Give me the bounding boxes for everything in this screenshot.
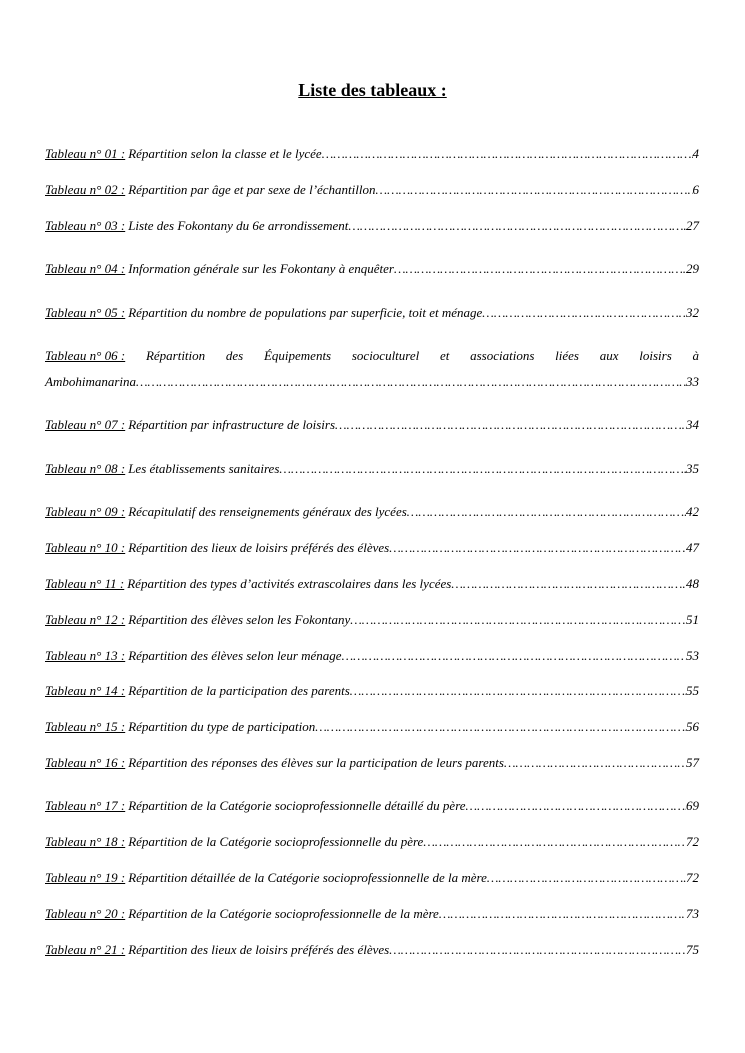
toc-leader-dots	[335, 417, 686, 433]
toc-entry-text: Répartition par âge et par sexe de l’échantillon	[128, 182, 376, 197]
toc-entry-page: 69	[686, 798, 699, 813]
toc-entry-03	[45, 218, 699, 238]
toc-entry-11	[45, 576, 699, 596]
toc-entry-word: aux	[599, 348, 619, 363]
toc-entry-page: 6	[692, 182, 699, 197]
toc-entry-label: Tableau n° 17 :	[45, 798, 126, 813]
toc-entry-label: Tableau n° 01 :	[45, 146, 126, 161]
toc-leader-dots	[389, 540, 686, 556]
toc-entry-label: Tableau n° 10 :	[45, 540, 126, 555]
toc-entry-word: loisirs	[639, 348, 672, 363]
toc-entry-15	[45, 719, 699, 739]
toc-entry-label: Tableau n° 03 :	[45, 218, 126, 233]
toc-entry-label: Tableau n° 13 :	[45, 648, 126, 663]
toc-leader-dots	[279, 461, 686, 477]
toc-entry-page: 35	[686, 461, 699, 476]
toc-entry-04	[45, 261, 699, 281]
toc-leader-dots	[322, 146, 693, 162]
toc-entry-text: Récapitulatif des renseignements généraux des lycées	[128, 504, 407, 519]
toc-entry-page: 32	[686, 305, 699, 320]
toc-leader-dots	[342, 648, 686, 664]
toc-entry-page: 29	[686, 261, 699, 276]
toc-entry-16	[45, 755, 699, 775]
toc-leader-dots	[423, 834, 686, 850]
toc-leader-dots	[439, 906, 686, 922]
toc-entry-text: Répartition de la Catégorie socioprofessionnelle détaillé du père	[128, 798, 466, 813]
toc-entry-label: Tableau n° 16 :	[45, 755, 126, 770]
toc-leader-dots	[482, 305, 686, 321]
toc-entry-text: Répartition des lieux de loisirs préférés des élèves	[128, 942, 390, 957]
toc-entry-06-line2	[45, 374, 699, 394]
toc-entry-page: 47	[686, 540, 699, 555]
toc-entry-page: 75	[686, 942, 699, 957]
toc-entry-label: Tableau n° 08 :	[45, 461, 126, 476]
toc-entry-21	[45, 942, 699, 962]
toc-entry-label: Tableau n° 15 :	[45, 719, 126, 734]
toc-leader-dots	[348, 218, 686, 234]
toc-entry-word: à	[692, 348, 699, 363]
toc-entry-page: 57	[686, 755, 699, 770]
toc-leader-dots	[315, 719, 686, 735]
toc-entry-page: 72	[686, 834, 699, 849]
toc-entry-text: Répartition du type de participation	[128, 719, 316, 734]
toc-entry-word: des	[225, 348, 244, 363]
toc-entry-14	[45, 683, 699, 703]
toc-entry-page: 4	[692, 146, 699, 161]
toc-entry-08	[45, 461, 699, 481]
toc-entry-page: 27	[686, 218, 699, 233]
toc-entry-text: Répartition détaillée de la Catégorie socioprofessionnelle de la mère	[128, 870, 487, 885]
toc-leader-dots	[389, 942, 686, 958]
toc-entry-text: Répartition des types d’activités extrascolaires dans les lycées	[127, 576, 452, 591]
toc-entry-text: Répartition par infrastructure de loisirs	[128, 417, 336, 432]
toc-entry-page: 33	[686, 374, 699, 389]
toc-entry-label: Tableau n° 02 :	[45, 182, 126, 197]
toc-entry-label: Tableau n° 21 :	[45, 942, 126, 957]
toc-entry-05	[45, 305, 699, 325]
toc-entry-text: Répartition des élèves selon les Fokontany	[128, 612, 351, 627]
toc-entry-06-line1	[45, 348, 699, 364]
toc-entry-page: 55	[686, 683, 699, 698]
toc-entry-label: Tableau n° 09 :	[45, 504, 126, 519]
toc-leader-dots	[136, 374, 686, 390]
toc-entry-02	[45, 182, 699, 202]
toc-entry-01	[45, 146, 699, 166]
toc-entry-text: Répartition du nombre de populations par superficie, toit et ménage	[128, 305, 483, 320]
toc-entry-label: Tableau n° 07 :	[45, 417, 126, 432]
toc-entry-text: Information générale sur les Fokontany à enquêter	[128, 261, 394, 276]
toc-entry-12	[45, 612, 699, 632]
toc-entry-label: Tableau n° 11 :	[45, 576, 125, 591]
toc-entry-word: Équipements	[263, 348, 332, 363]
toc-leader-dots	[451, 576, 686, 592]
toc-entry-label: Tableau n° 19 :	[45, 870, 126, 885]
toc-leader-dots	[504, 755, 686, 771]
toc-leader-dots	[466, 798, 686, 814]
toc-leader-dots	[376, 182, 693, 198]
toc-leader-dots	[350, 683, 686, 699]
toc-entry-page: 48	[686, 576, 699, 591]
toc-entry-18	[45, 834, 699, 854]
toc-entry-10	[45, 540, 699, 560]
toc-leader-dots	[394, 261, 686, 277]
toc-entry-text: Répartition de la participation des parents	[128, 683, 350, 698]
toc-entry-label: Tableau n° 04 :	[45, 261, 126, 276]
toc-entry-text: Répartition de la Catégorie socioprofessionnelle de la mère	[128, 906, 439, 921]
toc-entry-17	[45, 798, 699, 818]
toc-entry-07	[45, 417, 699, 437]
toc-entry-text: Répartition selon la classe et le lycée	[128, 146, 322, 161]
toc-entry-page: 51	[686, 612, 699, 627]
toc-entry-09	[45, 504, 699, 524]
toc-entry-20	[45, 906, 699, 926]
toc-leader-dots	[487, 870, 686, 886]
toc-entry-page: 73	[686, 906, 699, 921]
toc-entry-label: Tableau n° 20 :	[45, 906, 126, 921]
toc-entry-label: Tableau n° 05 :	[45, 305, 126, 320]
toc-entry-text: Répartition de la Catégorie socioprofessionnelle du père	[128, 834, 424, 849]
toc-entry-page: 56	[686, 719, 699, 734]
toc-entry-text: Répartition des réponses des élèves sur la participation de leurs parents	[128, 755, 504, 770]
toc-entry-word: et	[440, 348, 450, 363]
toc-entry-word: Répartition	[145, 348, 206, 363]
toc-entry-text-continued: Ambohimanarina	[45, 374, 136, 389]
toc-entry-word: socioculturel	[351, 348, 420, 363]
toc-entry-text: Répartition des lieux de loisirs préférés des élèves	[128, 540, 390, 555]
toc-entry-label: Tableau n° 18 :	[45, 834, 126, 849]
toc-entry-page: 42	[686, 504, 699, 519]
page-title: Liste des tableaux :	[298, 80, 447, 100]
toc-entry-label: Tableau n° 14 :	[45, 683, 126, 698]
toc-entry-page: 72	[686, 870, 699, 885]
toc-leader-dots	[350, 612, 686, 628]
toc-entry-page: 34	[686, 417, 699, 432]
toc-entry-label: Tableau n° 06 :	[45, 348, 126, 363]
toc-leader-dots	[407, 504, 686, 520]
toc-entry-13	[45, 648, 699, 668]
toc-entry-text: Liste des Fokontany du 6e arrondissement	[128, 218, 349, 233]
toc-entry-19	[45, 870, 699, 890]
toc-entry-label: Tableau n° 12 :	[45, 612, 126, 627]
toc-entry-text: Les établissements sanitaires	[128, 461, 280, 476]
toc-entry-word: associations	[470, 348, 535, 363]
toc-entry-word: liées	[555, 348, 579, 363]
toc-entry-text: Répartition des élèves selon leur ménage	[128, 648, 342, 663]
toc-entry-page: 53	[686, 648, 699, 663]
